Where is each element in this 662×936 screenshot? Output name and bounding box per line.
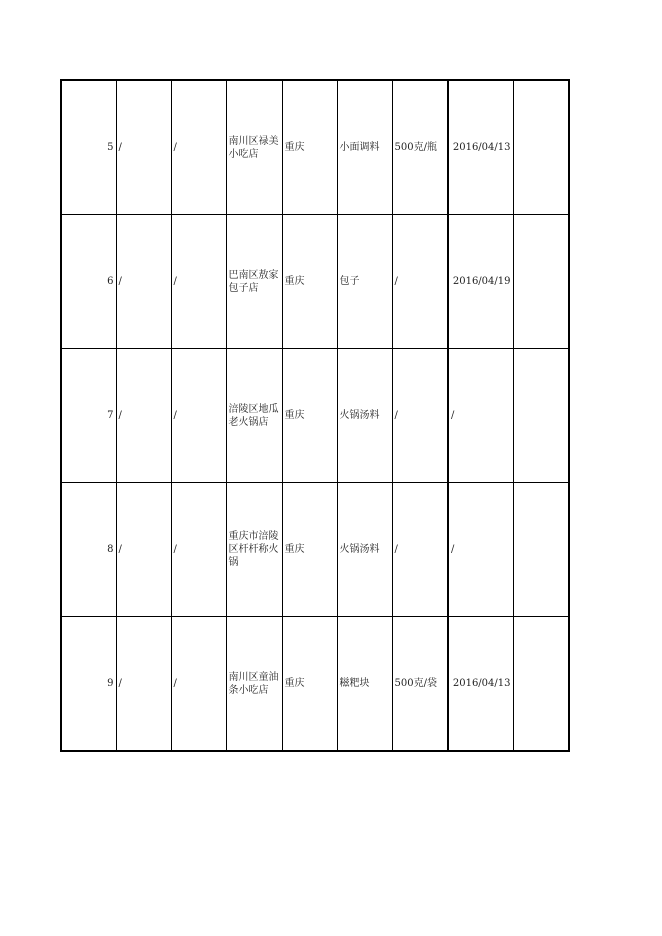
spec-cell[interactable]: / (392, 483, 448, 617)
row-number-cell[interactable]: 5 (61, 80, 116, 215)
table-row (61, 349, 569, 483)
row-number-cell[interactable]: 6 (61, 215, 116, 349)
extra-cell[interactable] (513, 349, 569, 483)
extra-cell[interactable] (513, 215, 569, 349)
spec-cell[interactable]: 500克/瓶 (392, 80, 448, 215)
product-cell[interactable]: 火锅汤料 (337, 349, 392, 483)
cell-col3[interactable]: / (171, 617, 226, 752)
table-row (61, 483, 569, 617)
region-cell[interactable]: 重庆 (282, 215, 337, 349)
cell-col2[interactable]: / (116, 80, 171, 215)
product-cell[interactable]: 小面调料 (337, 80, 392, 215)
extra-cell[interactable] (513, 80, 569, 215)
date-cell[interactable]: 2016/04/13 (448, 617, 513, 752)
product-cell[interactable]: 火锅汤料 (337, 483, 392, 617)
cell-col2[interactable]: / (116, 215, 171, 349)
cell-col3[interactable]: / (171, 483, 226, 617)
region-cell[interactable]: 重庆 (282, 483, 337, 617)
date-cell[interactable]: 2016/04/19 (448, 215, 513, 349)
date-cell[interactable]: 2016/04/13 (448, 80, 513, 215)
cell-col3[interactable]: / (171, 349, 226, 483)
region-cell[interactable]: 重庆 (282, 80, 337, 215)
row-number-cell[interactable]: 7 (61, 349, 116, 483)
shop-name-cell[interactable]: 南川区禄美小吃店 (226, 80, 282, 215)
table-row (61, 80, 569, 215)
date-cell[interactable]: / (448, 349, 513, 483)
product-cell[interactable]: 包子 (337, 215, 392, 349)
cell-col2[interactable]: / (116, 483, 171, 617)
spreadsheet-table (60, 79, 570, 752)
cell-col3[interactable]: / (171, 80, 226, 215)
shop-name-cell[interactable]: 涪陵区地瓜老火锅店 (226, 349, 282, 483)
row-number-cell[interactable]: 9 (61, 617, 116, 752)
row-number-cell[interactable]: 8 (61, 483, 116, 617)
cell-col2[interactable]: / (116, 617, 171, 752)
extra-cell[interactable] (513, 617, 569, 752)
date-cell[interactable]: / (448, 483, 513, 617)
spec-cell[interactable]: / (392, 349, 448, 483)
spec-cell[interactable]: 500克/袋 (392, 617, 448, 752)
product-cell[interactable]: 糍粑块 (337, 617, 392, 752)
spec-cell[interactable]: / (392, 215, 448, 349)
region-cell[interactable]: 重庆 (282, 617, 337, 752)
table-row (61, 215, 569, 349)
cell-col3[interactable]: / (171, 215, 226, 349)
shop-name-cell[interactable]: 南川区童油条小吃店 (226, 617, 282, 752)
shop-name-cell[interactable]: 巴南区敖家包子店 (226, 215, 282, 349)
extra-cell[interactable] (513, 483, 569, 617)
cell-col2[interactable]: / (116, 349, 171, 483)
table-row (61, 617, 569, 752)
shop-name-cell[interactable]: 重庆市涪陵区杆杆称火锅 (226, 483, 282, 617)
region-cell[interactable]: 重庆 (282, 349, 337, 483)
